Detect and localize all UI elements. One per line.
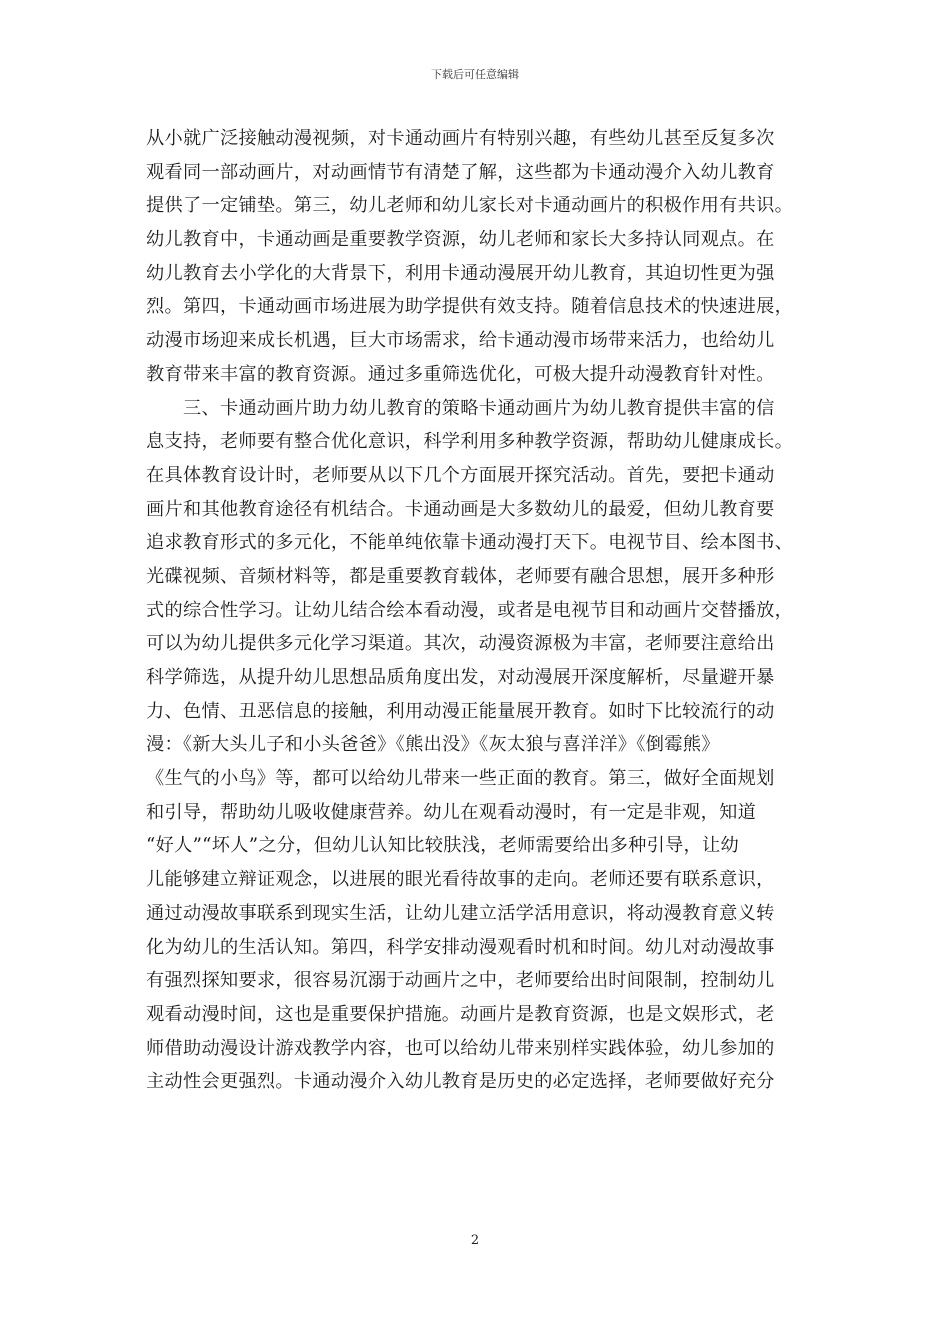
- text-line: 教育带来丰富的教育资源。通过多重筛选优化，可极大提升动漫教育针对性。: [146, 363, 775, 385]
- text-line: 儿能够建立辩证观念，以进展的眼光看待故事的走向。老师还要有联系意识，: [146, 869, 775, 891]
- text-line: 师借助动漫设计游戏教学内容，也可以给幼儿带来别样实践体验，幼儿参加的: [146, 1037, 775, 1059]
- text-line: 画片和其他教育途径有机结合。卡通动画是大多数幼儿的最爱，但幼儿教育要: [146, 498, 775, 520]
- text-line: 光碟视频、音频材料等，都是重要教育载体，老师要有融合思想，展开多种形: [146, 565, 775, 587]
- text-line: 幼儿教育中，卡通动画是重要教学资源，幼儿老师和家长大多持认同观点。在: [146, 229, 775, 251]
- text-line: 式的综合性学习。让幼儿结合绘本看动漫，或者是电视节目和动画片交替播放，: [146, 599, 794, 621]
- text-line: 在具体教育设计时，老师要从以下几个方面展开探究活动。首先，要把卡通动: [146, 464, 775, 486]
- text-line: 和引导，帮助幼儿吸收健康营养。幼儿在观看动漫时，有一定是非观，知道: [146, 801, 757, 823]
- text-line: 提供了一定铺垫。第三，幼儿老师和幼儿家长对卡通动画片的积极作用有共识。: [146, 195, 794, 217]
- page-header: 下载后可任意编辑: [431, 68, 519, 81]
- text-line: 观看同一部动画片，对动画情节有清楚了解，这些都为卡通动漫介入幼儿教育: [146, 161, 775, 183]
- text-line: 漫：《新大头儿子和小头爸爸》《熊出没》《灰太狼与喜洋洋》《倒霉熊》: [146, 734, 720, 756]
- text-line: “好人”“坏人”之分，但幼儿认知比较肤浅，老师需要给出多种引导，让幼: [146, 835, 740, 857]
- text-line: 追求教育形式的多元化，不能单纯依靠卡通动漫打天下。电视节目、绘本图书、: [146, 532, 794, 554]
- text-line: 有强烈探知要求，很容易沉溺于动画片之中，老师要给出时间限制，控制幼儿: [146, 970, 775, 992]
- text-line: 从小就广泛接触动漫视频，对卡通动画片有特别兴趣，有些幼儿甚至反复多次: [146, 128, 775, 149]
- text-line: 化为幼儿的生活认知。第四，科学安排动漫观看时机和时间。幼儿对动漫故事: [146, 936, 775, 958]
- text-line: 科学筛选，从提升幼儿思想品质角度出发，对动漫展开深度解析，尽量避开暴: [146, 667, 775, 688]
- text-line: 通过动漫故事联系到现实生活，让幼儿建立活学活用意识，将动漫教育意义转: [146, 902, 775, 924]
- text-line: 主动性会更强烈。卡通动漫介入幼儿教育是历史的必定选择，老师要做好充分: [146, 1071, 775, 1093]
- text-line: 可以为幼儿提供多元化学习渠道。其次，动漫资源极为丰富，老师要注意给出: [146, 633, 775, 655]
- text-line: 动漫市场迎来成长机遇，巨大市场需求，给卡通动漫市场带来活力，也给幼儿: [146, 330, 775, 352]
- page-number: 2: [470, 1233, 480, 1248]
- text-line: 力、色情、丑恶信息的接触，利用动漫正能量展开教育。如时下比较流行的动: [146, 700, 775, 722]
- text-line: 息支持，老师要有整合优化意识，科学利用多种教学资源，帮助幼儿健康成长。: [146, 431, 794, 453]
- text-line: 烈。第四，卡通动画市场进展为助学提供有效支持。随着信息技术的快速进展，: [146, 296, 794, 318]
- document-body: [146, 122, 806, 1099]
- text-line: 《生气的小鸟》等，都可以给幼儿带来一些正面的教育。第三，做好全面规划: [146, 768, 775, 790]
- text-line: 观看动漫时间，这也是重要保护措施。动画片是教育资源，也是文娱形式，老: [146, 1003, 775, 1025]
- text-line: 三、卡通动画片助力幼儿教育的策略卡通动画片为幼儿教育提供丰富的信: [146, 397, 775, 419]
- text-line: 幼儿教育去小学化的大背景下，利用卡通动漫展开幼儿教育，其迫切性更为强: [146, 262, 775, 284]
